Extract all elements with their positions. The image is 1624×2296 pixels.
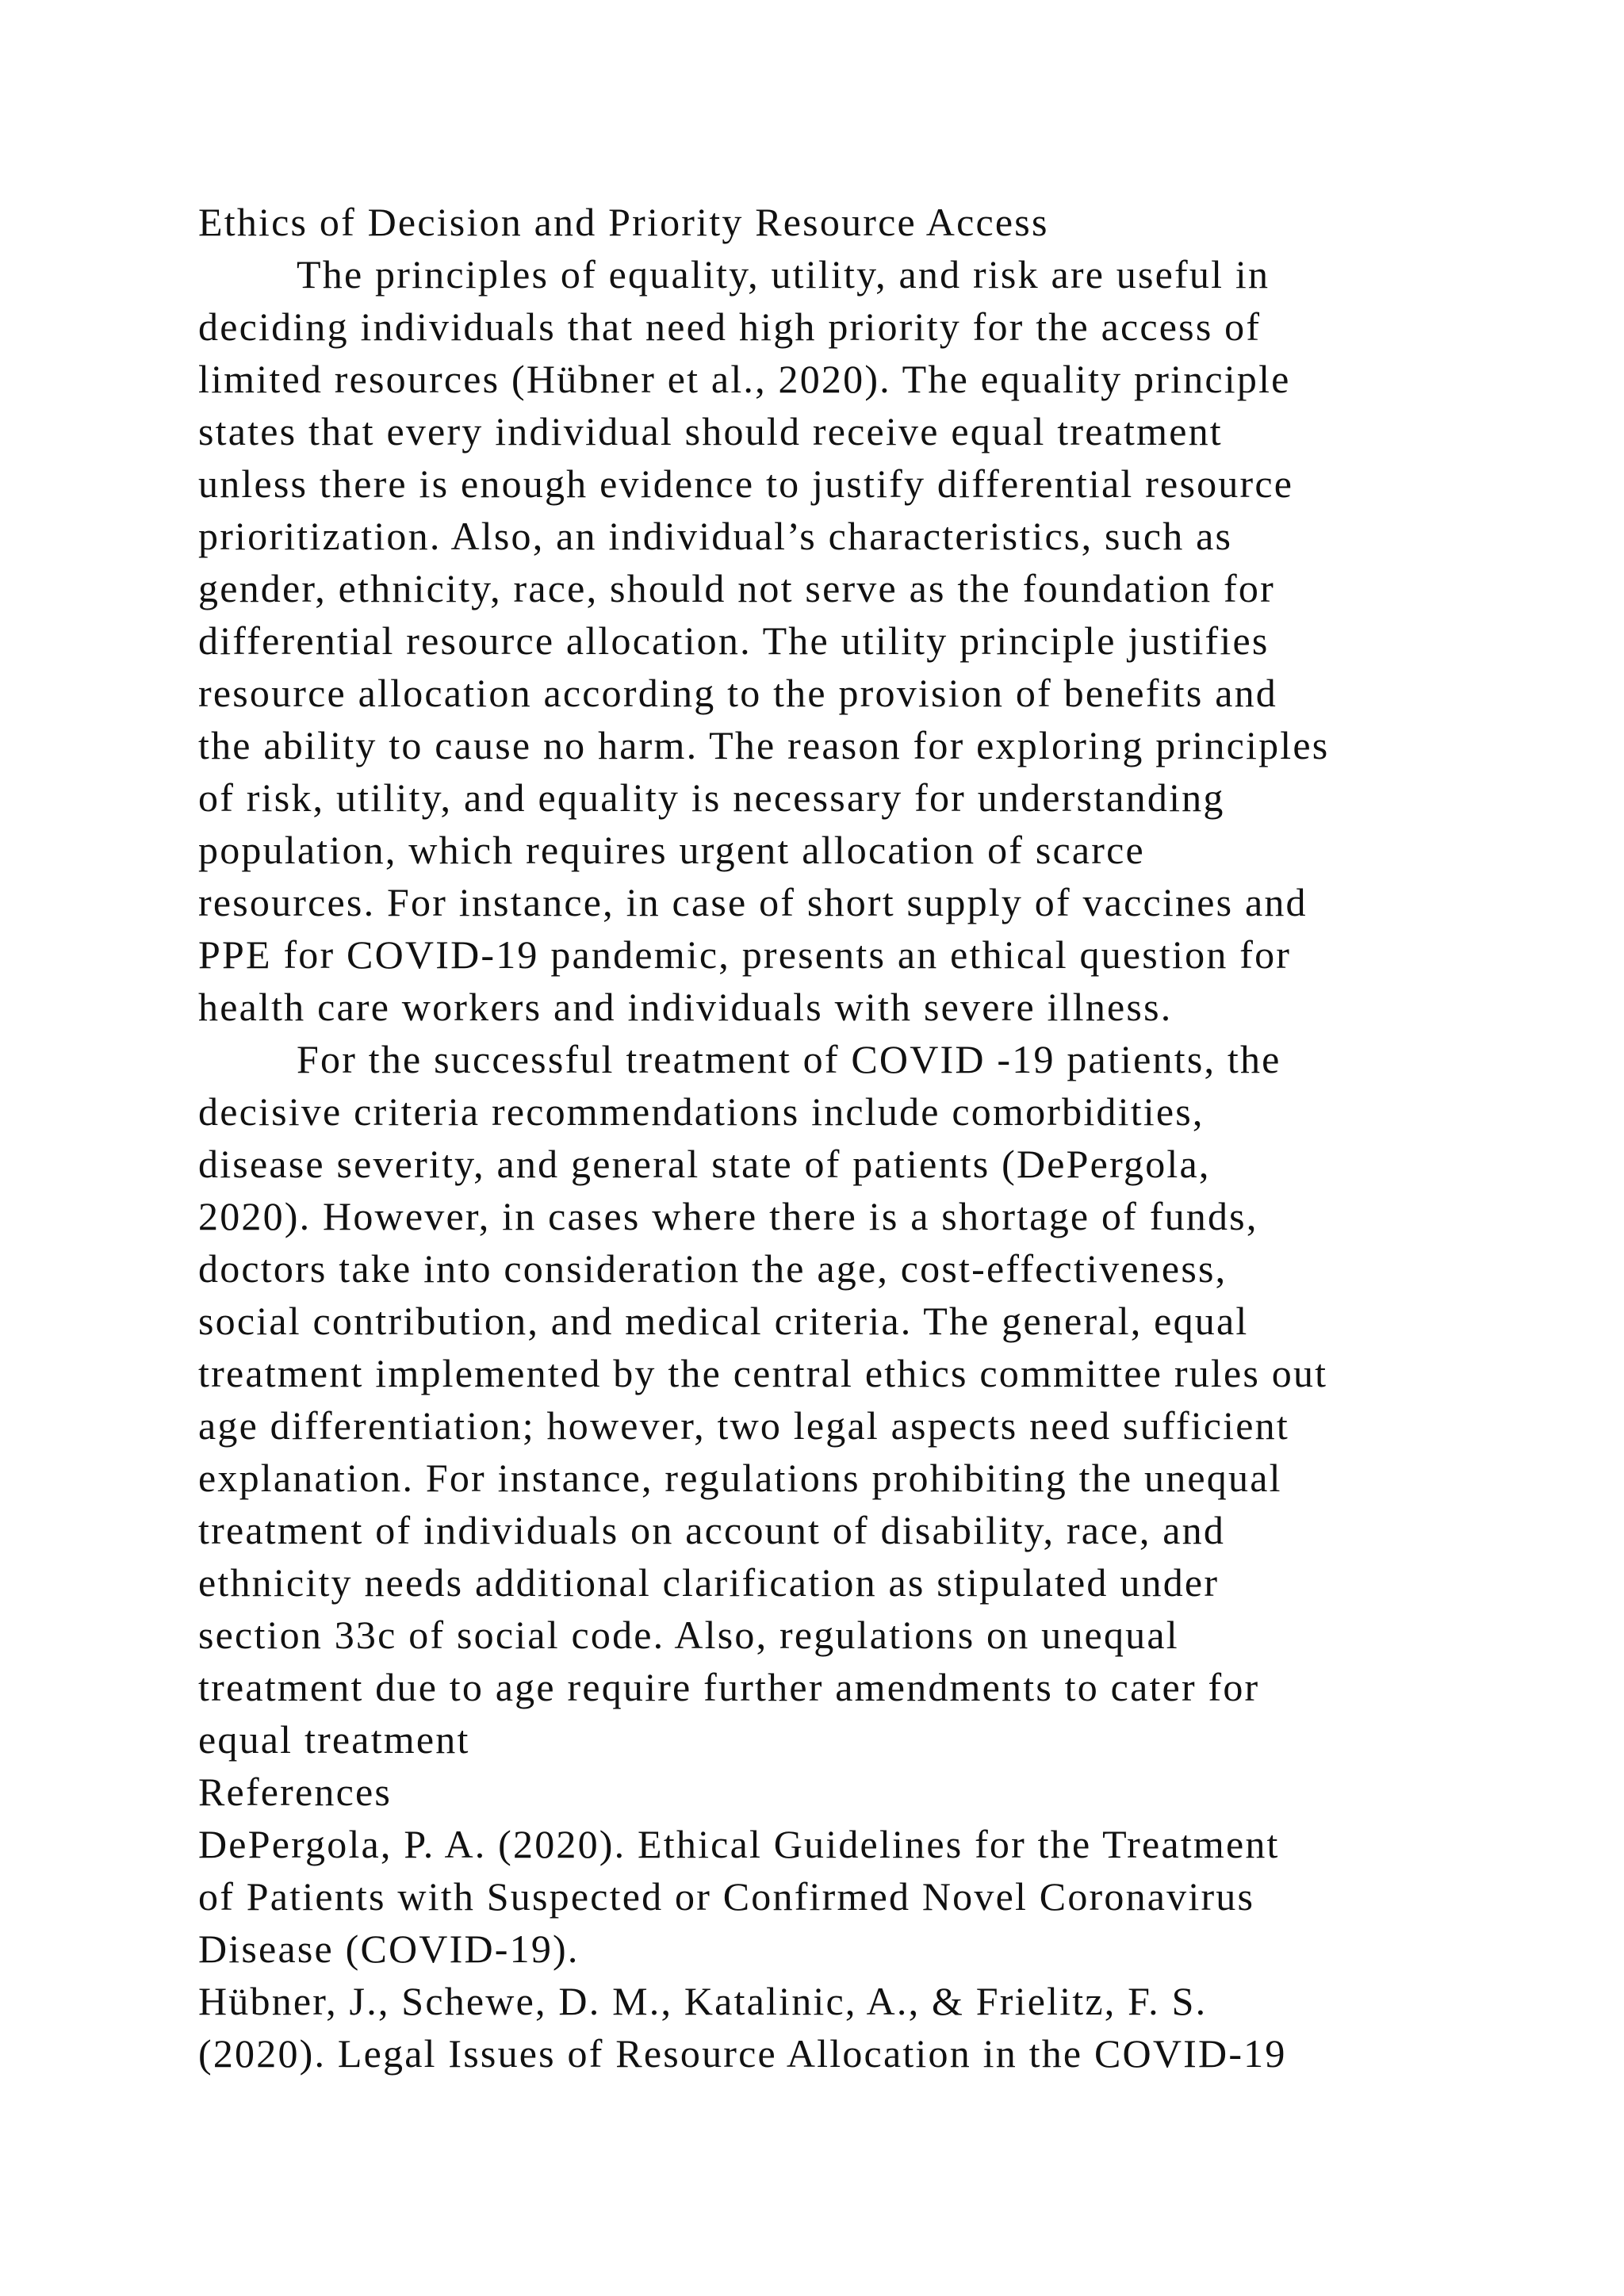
paragraph-1-line: resource allocation according to the provision of benefits and bbox=[198, 671, 1277, 715]
paragraph-1-line: gender, ethnicity, race, should not serve as the foundation for bbox=[198, 566, 1275, 610]
paragraph-1-line: prioritization. Also, an individual’s characteristics, such as bbox=[198, 514, 1233, 558]
reference-line: Disease (COVID-19). bbox=[198, 1927, 580, 1971]
paragraph-1-line: PPE for COVID-19 pandemic, presents an ethical question for bbox=[198, 932, 1292, 977]
paragraph-1-line: population, which requires urgent allocation of scarce bbox=[198, 828, 1145, 872]
paragraph-2-line: decisive criteria recommendations include comorbidities, bbox=[198, 1089, 1205, 1134]
paragraph-1-line: of risk, utility, and equality is necessary for understanding bbox=[198, 775, 1225, 820]
reference-line: Hübner, J., Schewe, D. M., Katalinic, A., & Frielitz, F. S. bbox=[198, 1979, 1208, 2023]
paragraph-2-line: age differentiation; however, two legal aspects need sufficient bbox=[198, 1403, 1289, 1448]
reference-line: (2020). Legal Issues of Resource Allocation in the COVID-19 bbox=[198, 2031, 1287, 2076]
paragraph-2-line: disease severity, and general state of patients (DePergola, bbox=[198, 1142, 1211, 1186]
paragraph-2-line: ethnicity needs additional clarification as stipulated under bbox=[198, 1560, 1220, 1605]
paragraph-2-line: 2020). However, in cases where there is a shortage of funds, bbox=[198, 1194, 1258, 1238]
paragraph-1-line: limited resources (Hübner et al., 2020). The equality principle bbox=[198, 357, 1291, 401]
paragraph-1-line: unless there is enough evidence to justify differential resource bbox=[198, 461, 1294, 506]
paragraph-2-line: treatment implemented by the central ethics committee rules out bbox=[198, 1351, 1328, 1395]
paragraph-1-line: states that every individual should receive equal treatment bbox=[198, 409, 1223, 453]
reference-line: DePergola, P. A. (2020). Ethical Guidelines for the Treatment bbox=[198, 1822, 1280, 1866]
paragraph-2-line: equal treatment bbox=[198, 1717, 470, 1762]
document-title: Ethics of Decision and Priority Resource Access bbox=[198, 200, 1049, 244]
paragraph-2-line: doctors take into consideration the age, cost-effectiveness, bbox=[198, 1246, 1228, 1291]
paragraph-1-line: deciding individuals that need high priority for the access of bbox=[198, 304, 1262, 349]
paragraph-1-line: the ability to cause no harm. The reason for exploring principles bbox=[198, 723, 1330, 767]
paragraph-1-line: The principles of equality, utility, and risk are useful in bbox=[297, 252, 1270, 297]
paragraph-1-line: health care workers and individuals with severe illness. bbox=[198, 985, 1173, 1029]
paragraph-2-line: treatment of individuals on account of disability, race, and bbox=[198, 1508, 1226, 1552]
paragraph-2-line: treatment due to age require further amendments to cater for bbox=[198, 1665, 1260, 1709]
paragraph-2-line: section 33c of social code. Also, regulations on unequal bbox=[198, 1613, 1179, 1657]
reference-line: of Patients with Suspected or Confirmed Novel Coronavirus bbox=[198, 1874, 1255, 1919]
paragraph-1-line: differential resource allocation. The utility principle justifies bbox=[198, 618, 1270, 663]
paragraph-1-line: resources. For instance, in case of short supply of vaccines and bbox=[198, 880, 1308, 924]
paragraph-2-line: explanation. For instance, regulations prohibiting the unequal bbox=[198, 1456, 1282, 1500]
paragraph-2-line: For the successful treatment of COVID -19 patients, the bbox=[297, 1037, 1281, 1081]
paragraph-2-line: social contribution, and medical criteria. The general, equal bbox=[198, 1299, 1249, 1343]
references-heading: References bbox=[198, 1770, 393, 1814]
